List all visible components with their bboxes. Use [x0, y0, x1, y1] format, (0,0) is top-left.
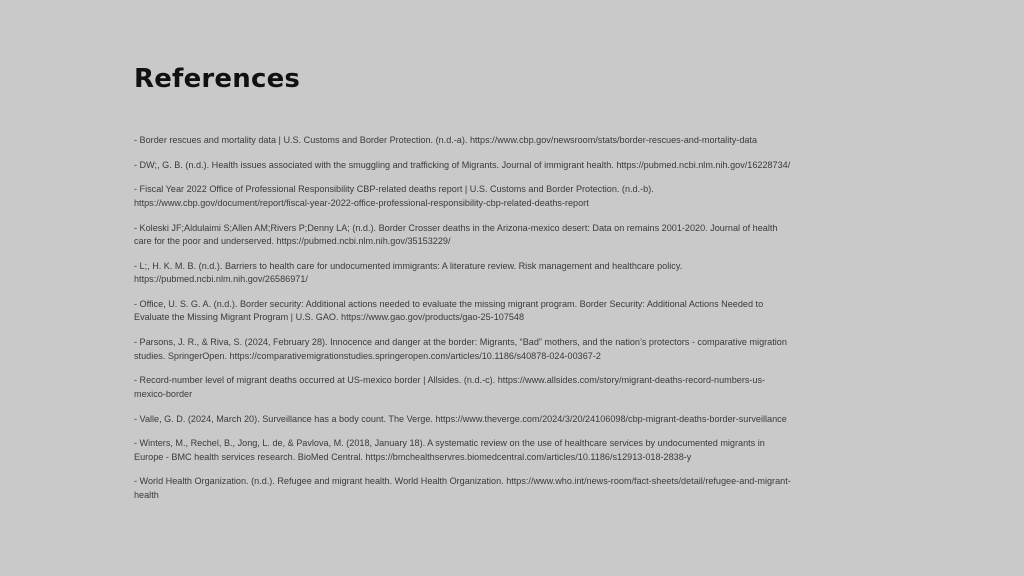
- reference-item: - Valle, G. D. (2024, March 20). Surveillance has a body count. The Verge. https://www.theverge.com/2024/3/20/24106098/cbp-migrant-deaths-border-surveillance: [134, 413, 787, 424]
- reference-item: - Border rescues and mortality data | U.S. Customs and Border Protection. (n.d.-a). https://www.cbp.gov/newsroom/stats/border-rescues-and-mortality-data: [134, 135, 758, 145]
- reference-item: - World Health Organization. (n.d.). Refugee and migrant health. World Health Organization. https://www.who.int/news-room/fact-sheets/detail/refugee-and-migrant-health: [134, 476, 791, 500]
- reference-item: - Koleski JF;Aldulaimi S;Allen AM;Rivers P;Denny LA; (n.d.). Border Crosser deaths in the Arizona-mexico desert: Data on remains 2001-2020. Journal of health care for the poor and underserved. https://pubmed.ncbi.nlm.nih.gov/35153229/: [134, 222, 778, 247]
- reference-item: - DW;, G. B. (n.d.). Health issues associated with the smuggling and trafficking of Migrants. Journal of immigrant health. https://pubmed.ncbi.nlm.nih.gov/16228734/: [134, 159, 791, 170]
- page-title: References: [134, 64, 301, 94]
- reference-item: - Office, U. S. G. A. (n.d.). Border security: Additional actions needed to evaluate the missing migrant program. Border Security: Additional Actions Needed to Evaluate the Missing Migrant Program | U.S. GAO. https://www.gao.gov/products/gao-25-107548: [134, 298, 764, 323]
- reference-item: - Winters, M., Rechel, B., Jong, L. de, & Pavlova, M. (2018, January 18). A systematic review on the use of healthcare services by undocumented migrants in Europe - BMC health services research. BioMed Central. https://bmchealthservres.biomedcentral.com/articles/10.1186/s12913-018-2838-y: [134, 438, 765, 462]
- reference-item: - Fiscal Year 2022 Office of Professional Responsibility CBP-related deaths report | U.S. Customs and Border Protection. (n.d.-b). https://www.cbp.gov/document/report/fiscal-year-2022-office-professional-responsibility-cbp-related-deaths-report: [134, 184, 654, 208]
- reference-item: - Parsons, J. R., & Riva, S. (2024, February 28). Innocence and danger at the border: Migrants, “Bad” mothers, and the nation’s protectors - comparative migration studies. SpringerOpen. https://comparativemigrationstudies.springeropen.com/articles/10.1186/s40878-024-00367-2: [134, 337, 787, 361]
- references-list: [134, 134, 796, 514]
- reference-item: - L;, H. K. M. B. (n.d.). Barriers to health care for undocumented immigrants: A literature review. Risk management and healthcare policy. https://pubmed.ncbi.nlm.nih.gov/26586971/: [134, 260, 683, 285]
- reference-item: - Record-number level of migrant deaths occurred at US-mexico border | Allsides. (n.d.-c). https://www.allsides.com/story/migrant-deaths-record-numbers-us-mexico-border: [134, 375, 766, 399]
